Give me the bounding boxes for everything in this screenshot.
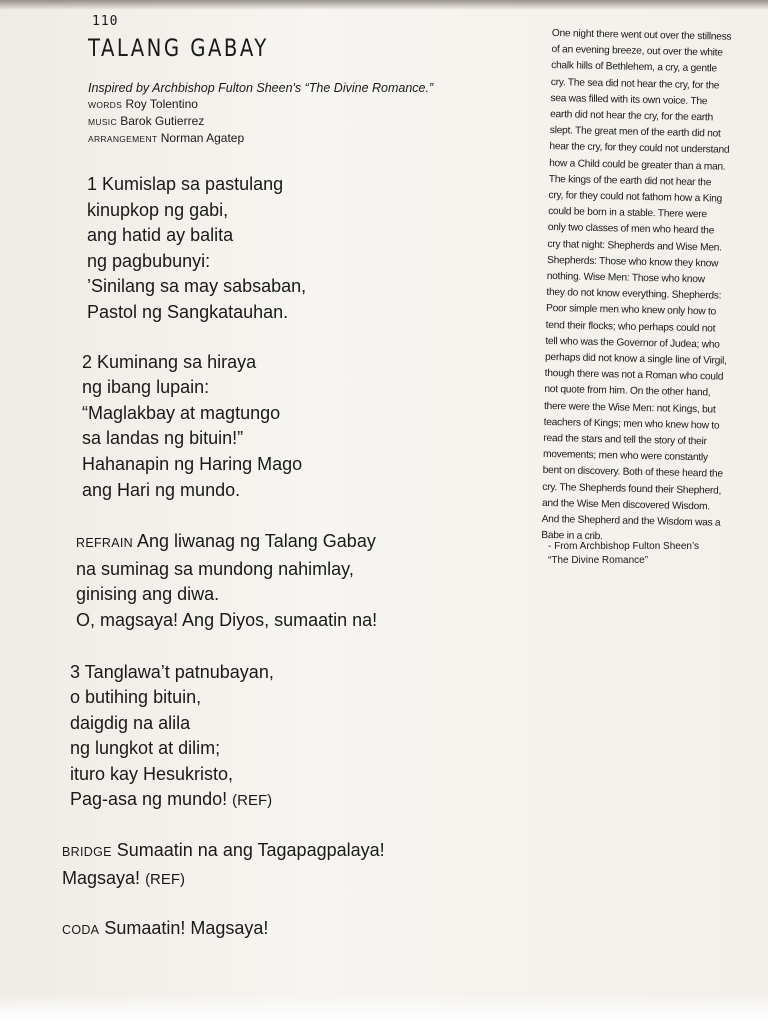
sheen-quote <box>541 26 738 548</box>
refrain-label: REFRAIN <box>76 536 133 551</box>
lyric-line: Sumaatin! Magsaya! <box>104 918 269 939</box>
lyric-line: 2 Kuminang sa hiraya <box>82 351 257 372</box>
lyric-line: ginising ang diwa. <box>76 584 220 605</box>
lyric-line: 3 Tanglawa’t patnubayan, <box>70 661 274 682</box>
coda-label: CODA <box>62 923 100 938</box>
refrain-first-line <box>76 529 502 557</box>
lyric-line: o butihing bituin, <box>70 687 202 708</box>
verse-3 <box>62 660 502 815</box>
lyric-line: O, magsaya! Ang Diyos, sumaatin na! <box>76 609 378 630</box>
lyric-line: kinupkop ng gabi, <box>87 199 229 220</box>
lyric-line: Magsaya! <box>62 867 141 888</box>
quote-line: there were the Wise Men: not Kings, but <box>543 400 716 416</box>
quote-line: cry that night: Shepherds and Wise Men. <box>547 238 722 254</box>
quote-line: read the stars and tell the story of their <box>543 432 707 448</box>
coda <box>62 916 502 944</box>
lyric-line: Pastol ng Sangkatauhan. <box>87 301 289 322</box>
page-bottom-edge <box>0 994 768 1024</box>
lyric-line: ng lungkot at dilim; <box>70 738 221 759</box>
quote-line: cry. The sea did not hear the cry, for the <box>550 76 720 92</box>
lyric-line: Pag-asa ng mundo! <box>70 789 228 810</box>
quote-line: The kings of the earth did not hear the <box>548 173 712 189</box>
verse-1 <box>62 172 502 326</box>
bridge <box>62 838 502 892</box>
lyric-line: daigdig na alila <box>70 712 191 733</box>
verse-3-last-line <box>70 787 502 814</box>
quote-line: tell who was the Governor of Judea; who <box>545 335 720 351</box>
quote-line: movements; men who were constantly <box>542 449 708 464</box>
quote-line: slept. The great men of the earth did not <box>549 125 721 140</box>
quote-line: Poor simple men who knew only how to <box>545 303 717 318</box>
quote-line: hear the cry, for they could not understand <box>549 141 730 157</box>
bridge-label: BRIDGE <box>62 845 112 860</box>
quote-source-line: - From Archbishop Fulton Sheen’s <box>548 541 700 552</box>
lyric-line: sa landas ng bituin!” <box>82 428 244 449</box>
quote-line: nothing. Wise Men: Those who know <box>546 270 705 286</box>
quote-source-line: “The Divine Romance” <box>548 555 649 566</box>
quote-line: teachers of Kings; men who knew how to <box>543 416 720 432</box>
credit-role-music: MUSIC <box>88 117 117 127</box>
credit-words <box>88 96 508 113</box>
credit-name-words: Roy Tolentino <box>125 97 198 111</box>
quote-line: And the Shepherd and the Wisdom was a <box>541 513 721 529</box>
inspiration-note: Inspired by Archbishop Fulton Sheen's “The Divine Romance.” <box>88 81 434 95</box>
quote-line: only two classes of men who heard the <box>547 222 715 237</box>
credit-name-arrangement: Norman Agatep <box>160 131 245 145</box>
lyrics <box>62 172 502 944</box>
lyric-line: na suminag sa mundong nahimlay, <box>76 558 354 579</box>
quote-line: how a Child could be greater than a man. <box>549 157 726 173</box>
lyric-line: ang hatid ay balita <box>87 225 234 246</box>
ref-tag: (REF) <box>232 792 273 810</box>
credit-role-words: WORDS <box>88 100 123 110</box>
lyric-line: Hahanapin ng Haring Mago <box>82 453 303 474</box>
credit-name-music: Barok Gutierrez <box>120 114 205 128</box>
quote-line: cry. The Shepherds found their Shepherd, <box>542 481 722 497</box>
ref-tag: (REF) <box>145 870 186 888</box>
coda-line <box>62 916 502 944</box>
quote-line: One night there went out over the stillness <box>551 27 732 43</box>
page-number: 110 <box>92 14 119 29</box>
lyric-line: Ang liwanag ng Talang Gabay <box>136 531 376 552</box>
quote-line: earth did not hear the cry, for the earth <box>550 108 714 124</box>
quote-line: Babe in a crib. <box>541 530 603 543</box>
lyric-line: ng ibang lupain: <box>82 377 210 398</box>
song-title: TALANG GABAY <box>88 34 269 62</box>
credit-arrangement <box>88 130 508 147</box>
quote-line: perhaps did not know a single line of Virgil, <box>544 351 727 367</box>
lyric-line: 1 Kumislap sa pastulang <box>87 174 284 194</box>
lyric-line: “Maglakbay at magtungo <box>82 402 281 423</box>
verse-2 <box>62 350 502 504</box>
quote-line: not quote from him. On the other hand, <box>544 384 711 399</box>
quote-line: of an evening breeze, out over the white <box>551 44 723 59</box>
quote-line: Shepherds: Those who know they know <box>546 254 719 270</box>
bridge-second-line <box>62 866 502 893</box>
credit-music <box>88 113 508 130</box>
song-credits <box>88 80 508 147</box>
quote-line: bent on discovery. Both of these heard the <box>542 465 723 481</box>
quote-line: sea was filled with its own voice. The <box>550 92 708 108</box>
quote-line: could be born in a stable. There were <box>547 206 707 221</box>
quote-line: though there was not a Roman who could <box>544 368 724 383</box>
credit-role-arrangement: ARRANGEMENT <box>88 134 158 144</box>
page-top-shadow <box>0 0 768 10</box>
refrain <box>62 529 502 633</box>
quote-line: cry, for they could not fathom how a King <box>548 189 723 205</box>
lyric-line: ituro kay Hesukristo, <box>70 763 234 784</box>
quote-line: tend their flocks; who perhaps could not <box>545 319 716 335</box>
quote-line: they do not know everything. Shepherds: <box>546 287 722 302</box>
lyric-line: ng pagbubunyi: <box>87 250 211 271</box>
lyric-line: ’Sinilang sa may sabsaban, <box>87 276 307 297</box>
bridge-first-line <box>62 838 502 866</box>
lyric-line: Sumaatin na ang Tagapagpalaya! <box>116 840 385 861</box>
quote-source <box>548 540 748 568</box>
quote-line: chalk hills of Bethlehem, a cry, a gentle <box>551 60 717 75</box>
quote-line: and the Wise Men discovered Wisdom. <box>541 497 710 513</box>
lyric-line: ang Hari ng mundo. <box>82 479 241 500</box>
